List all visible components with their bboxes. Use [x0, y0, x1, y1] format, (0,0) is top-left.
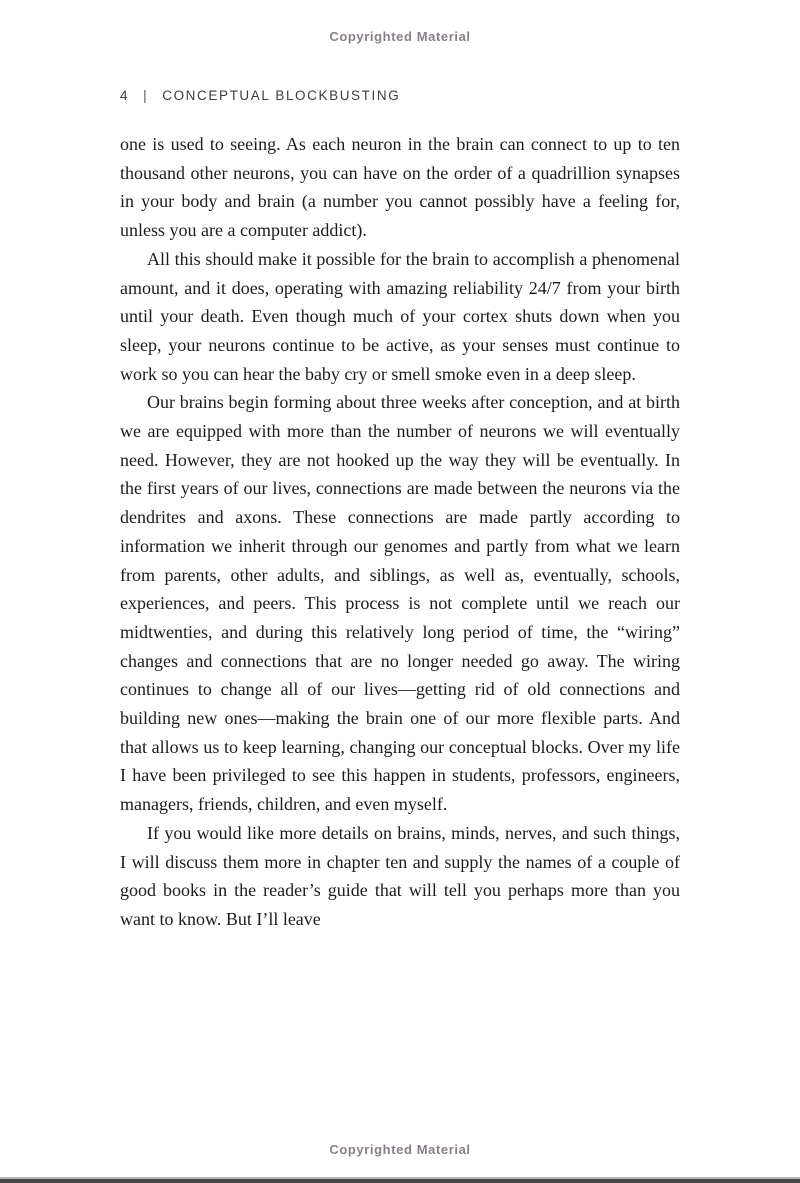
- book-title: CONCEPTUAL BLOCKBUSTING: [162, 88, 401, 103]
- page-bottom-edge: [0, 1177, 800, 1183]
- copyright-notice-top: Copyrighted Material: [329, 29, 471, 44]
- header-separator: |: [143, 88, 149, 103]
- page-number: 4: [120, 88, 130, 103]
- paragraph-1: one is used to seeing. As each neuron in the brain can connect to up to ten thousand other neurons, you can have on the order of a quadrillion synapses in your body and brain (a number you cannot possibly have a feeling for, unless you are a computer addict).: [120, 134, 680, 241]
- paragraph-2: All this should make it possible for the brain to accomplish a phenomenal amount, and it does, operating with amazing reliability 24/7 from your birth until your death. Even though much of your cortex shuts down when you sleep, your neurons continue to be active, as your senses must continue to work so you can hear the baby cry or smell smoke even in a deep sleep.: [120, 248, 680, 384]
- body-text: [120, 130, 680, 934]
- paragraph-4: If you would like more details on brains, minds, nerves, and such things, I will discuss them more in chapter ten and supply the names of a couple of good books in the reader’s guide that will tell you perhaps more than you want to know. But I’ll leave: [120, 822, 680, 929]
- copyright-notice-bottom: Copyrighted Material: [329, 1142, 471, 1157]
- page-header: [120, 88, 680, 103]
- paragraph-3: Our brains begin forming about three weeks after conception, and at birth we are equipped with more than the number of neurons we will eventually need. However, they are not hooked up the way they will be eventually. In the first years of our lives, connections are made between the neurons via the dendrites and axons. These connections are made partly according to information we inherit through our genomes and partly from what we learn from parents, other adults, and siblings, as well as, eventually, schools, experiences, and peers. This process is not complete until we reach our midtwenties, and during this relatively long period of time, the “wiring” changes and connections that are no longer needed go away. The wiring continues to change all of our lives—getting rid of old connections and building new ones—making the brain one of our more flexible parts. And that allows us to keep learning, changing our conceptual blocks. Over my life I have been privileged to see this happen in students, professors, engineers, managers, friends, children, and even myself.: [120, 392, 680, 815]
